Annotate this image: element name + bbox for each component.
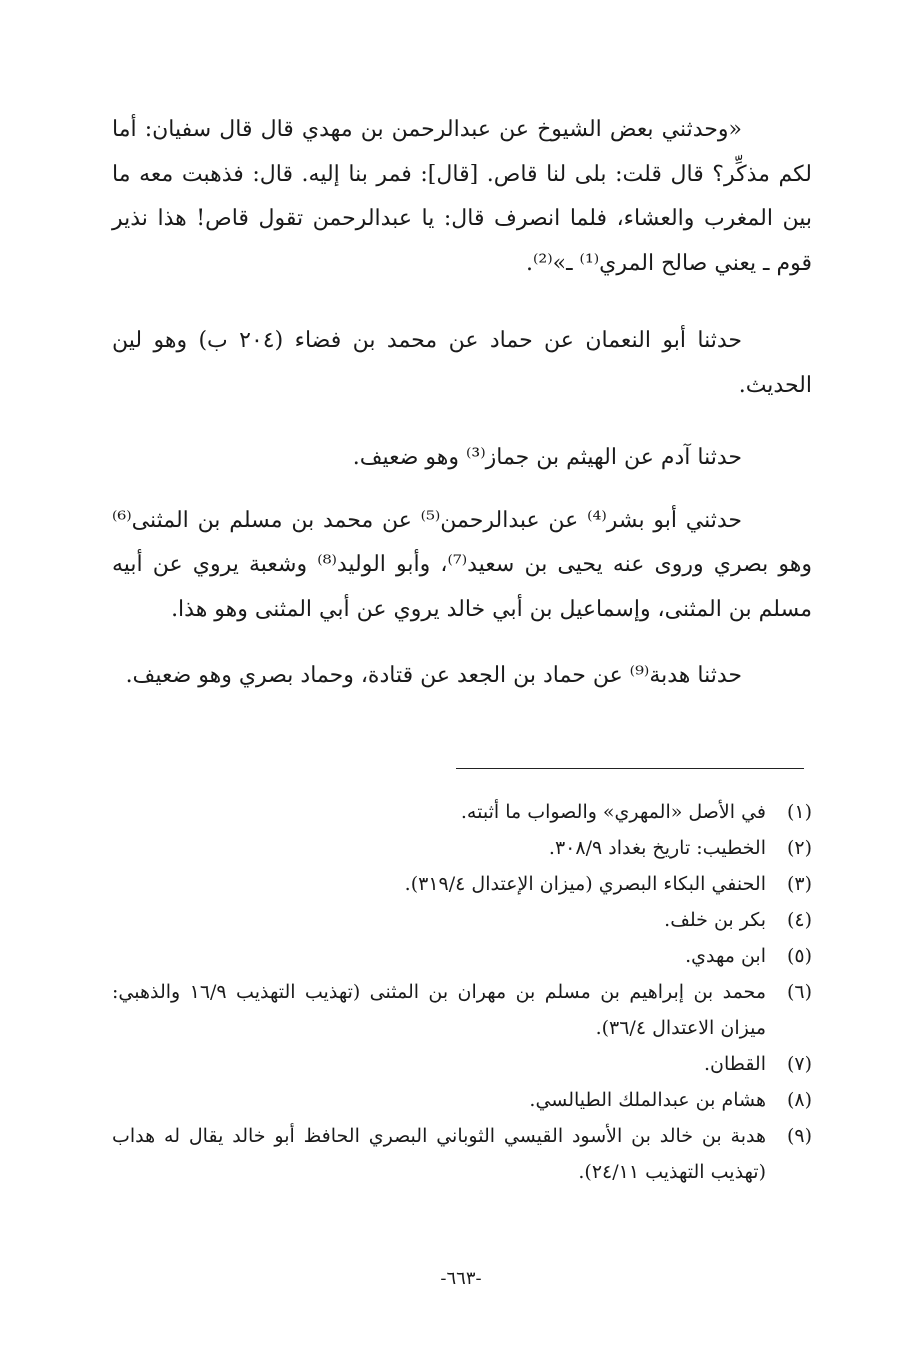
footnote-text: بكر بن خلف. — [664, 909, 766, 931]
footnote-number: (٩) — [786, 1125, 812, 1147]
footnote-separator — [456, 768, 804, 769]
paragraph-abu-bishr: حدثني أبو بشر⁽⁴⁾ عن عبدالرحمن⁽⁵⁾ عن محمد بن مسلم بن المثنى⁽⁶⁾ وهو بصري وروى عنه يحيى بن سعيد⁽⁷⁾، وأبو الوليد⁽⁸⁾ وشعبة يروي عن أبيه مسلم بن المثنى، وإسماعيل بن أبي خالد يروي عن أبي المثنى وهو هذا. — [112, 507, 812, 622]
footnotes — [112, 794, 812, 1190]
footnote-text: الحنفي البكاء البصري (ميزان الإعتدال ٣١٩/٤). — [404, 873, 766, 895]
footnote-item — [112, 938, 812, 974]
paragraph-hudba: حدثنا هدبة⁽⁹⁾ عن حماد بن الجعد عن قتادة، وحماد بصري وهو ضعيف. — [125, 663, 742, 688]
paragraph-adam: حدثنا آدم عن الهيثم بن جماز⁽³⁾ وهو ضعيف. — [352, 445, 742, 470]
main-text — [112, 108, 812, 699]
footnote-number: (١) — [786, 801, 812, 823]
footnote-item — [112, 866, 812, 902]
paragraph-sufyan-narration: «وحدثني بعض الشيوخ عن عبدالرحمن بن مهدي قال قال سفيان: أما لكم مذكِّر؟ قال قلت: بلى لنا قاص. [قال]: فمر بنا إليه. قال: فذهبت معه ما بين المغرب والعشاء، فلما انصرف قال: يا عبدالرحمن تقول قاص! هذا نذير قوم ـ يعني صالح المري⁽¹⁾ ـ»⁽²⁾. — [112, 117, 812, 276]
footnote-number: (٥) — [786, 945, 812, 967]
footnote-text: الخطيب: تاريخ بغداد ٣٠٨/٩. — [548, 837, 766, 859]
footnote-item — [112, 1046, 812, 1082]
footnote-item — [112, 974, 812, 1046]
footnote-item — [112, 1082, 812, 1118]
footnote-text: في الأصل «المهري» والصواب ما أثبته. — [460, 801, 766, 823]
footnote-item — [112, 794, 812, 830]
footnote-number: (٢) — [786, 837, 812, 859]
footnote-number: (٣) — [786, 873, 812, 895]
footnote-number: (٤) — [786, 909, 812, 931]
footnote-number: (٨) — [786, 1089, 812, 1111]
paragraph-abu-numan: حدثنا أبو النعمان عن حماد عن محمد بن فضاء (٢٠٤ ب) وهو لين الحديث. — [112, 328, 812, 398]
footnote-text: هشام بن عبدالملك الطيالسي. — [529, 1089, 766, 1111]
footnote-number: (٦) — [786, 981, 812, 1003]
footnote-text: محمد بن إبراهيم بن مسلم بن مهران بن المثنى (تهذيب التهذيب ١٦/٩ والذهبي: ميزان الاعتدال ٣٦/٤). — [112, 981, 766, 1039]
footnote-text: القطان. — [703, 1053, 766, 1075]
footnote-text: هدبة بن خالد بن الأسود القيسي الثوباني البصري الحافظ أبو خالد يقال له هداب (تهذيب التهذيب ٢٤/١١). — [112, 1125, 766, 1183]
footnote-text: ابن مهدي. — [685, 945, 766, 967]
footnote-number: (٧) — [786, 1053, 812, 1075]
footnote-item — [112, 830, 812, 866]
page-number: -٦٦٣- — [440, 1268, 482, 1289]
footnote-item — [112, 902, 812, 938]
footnote-item — [112, 1118, 812, 1190]
